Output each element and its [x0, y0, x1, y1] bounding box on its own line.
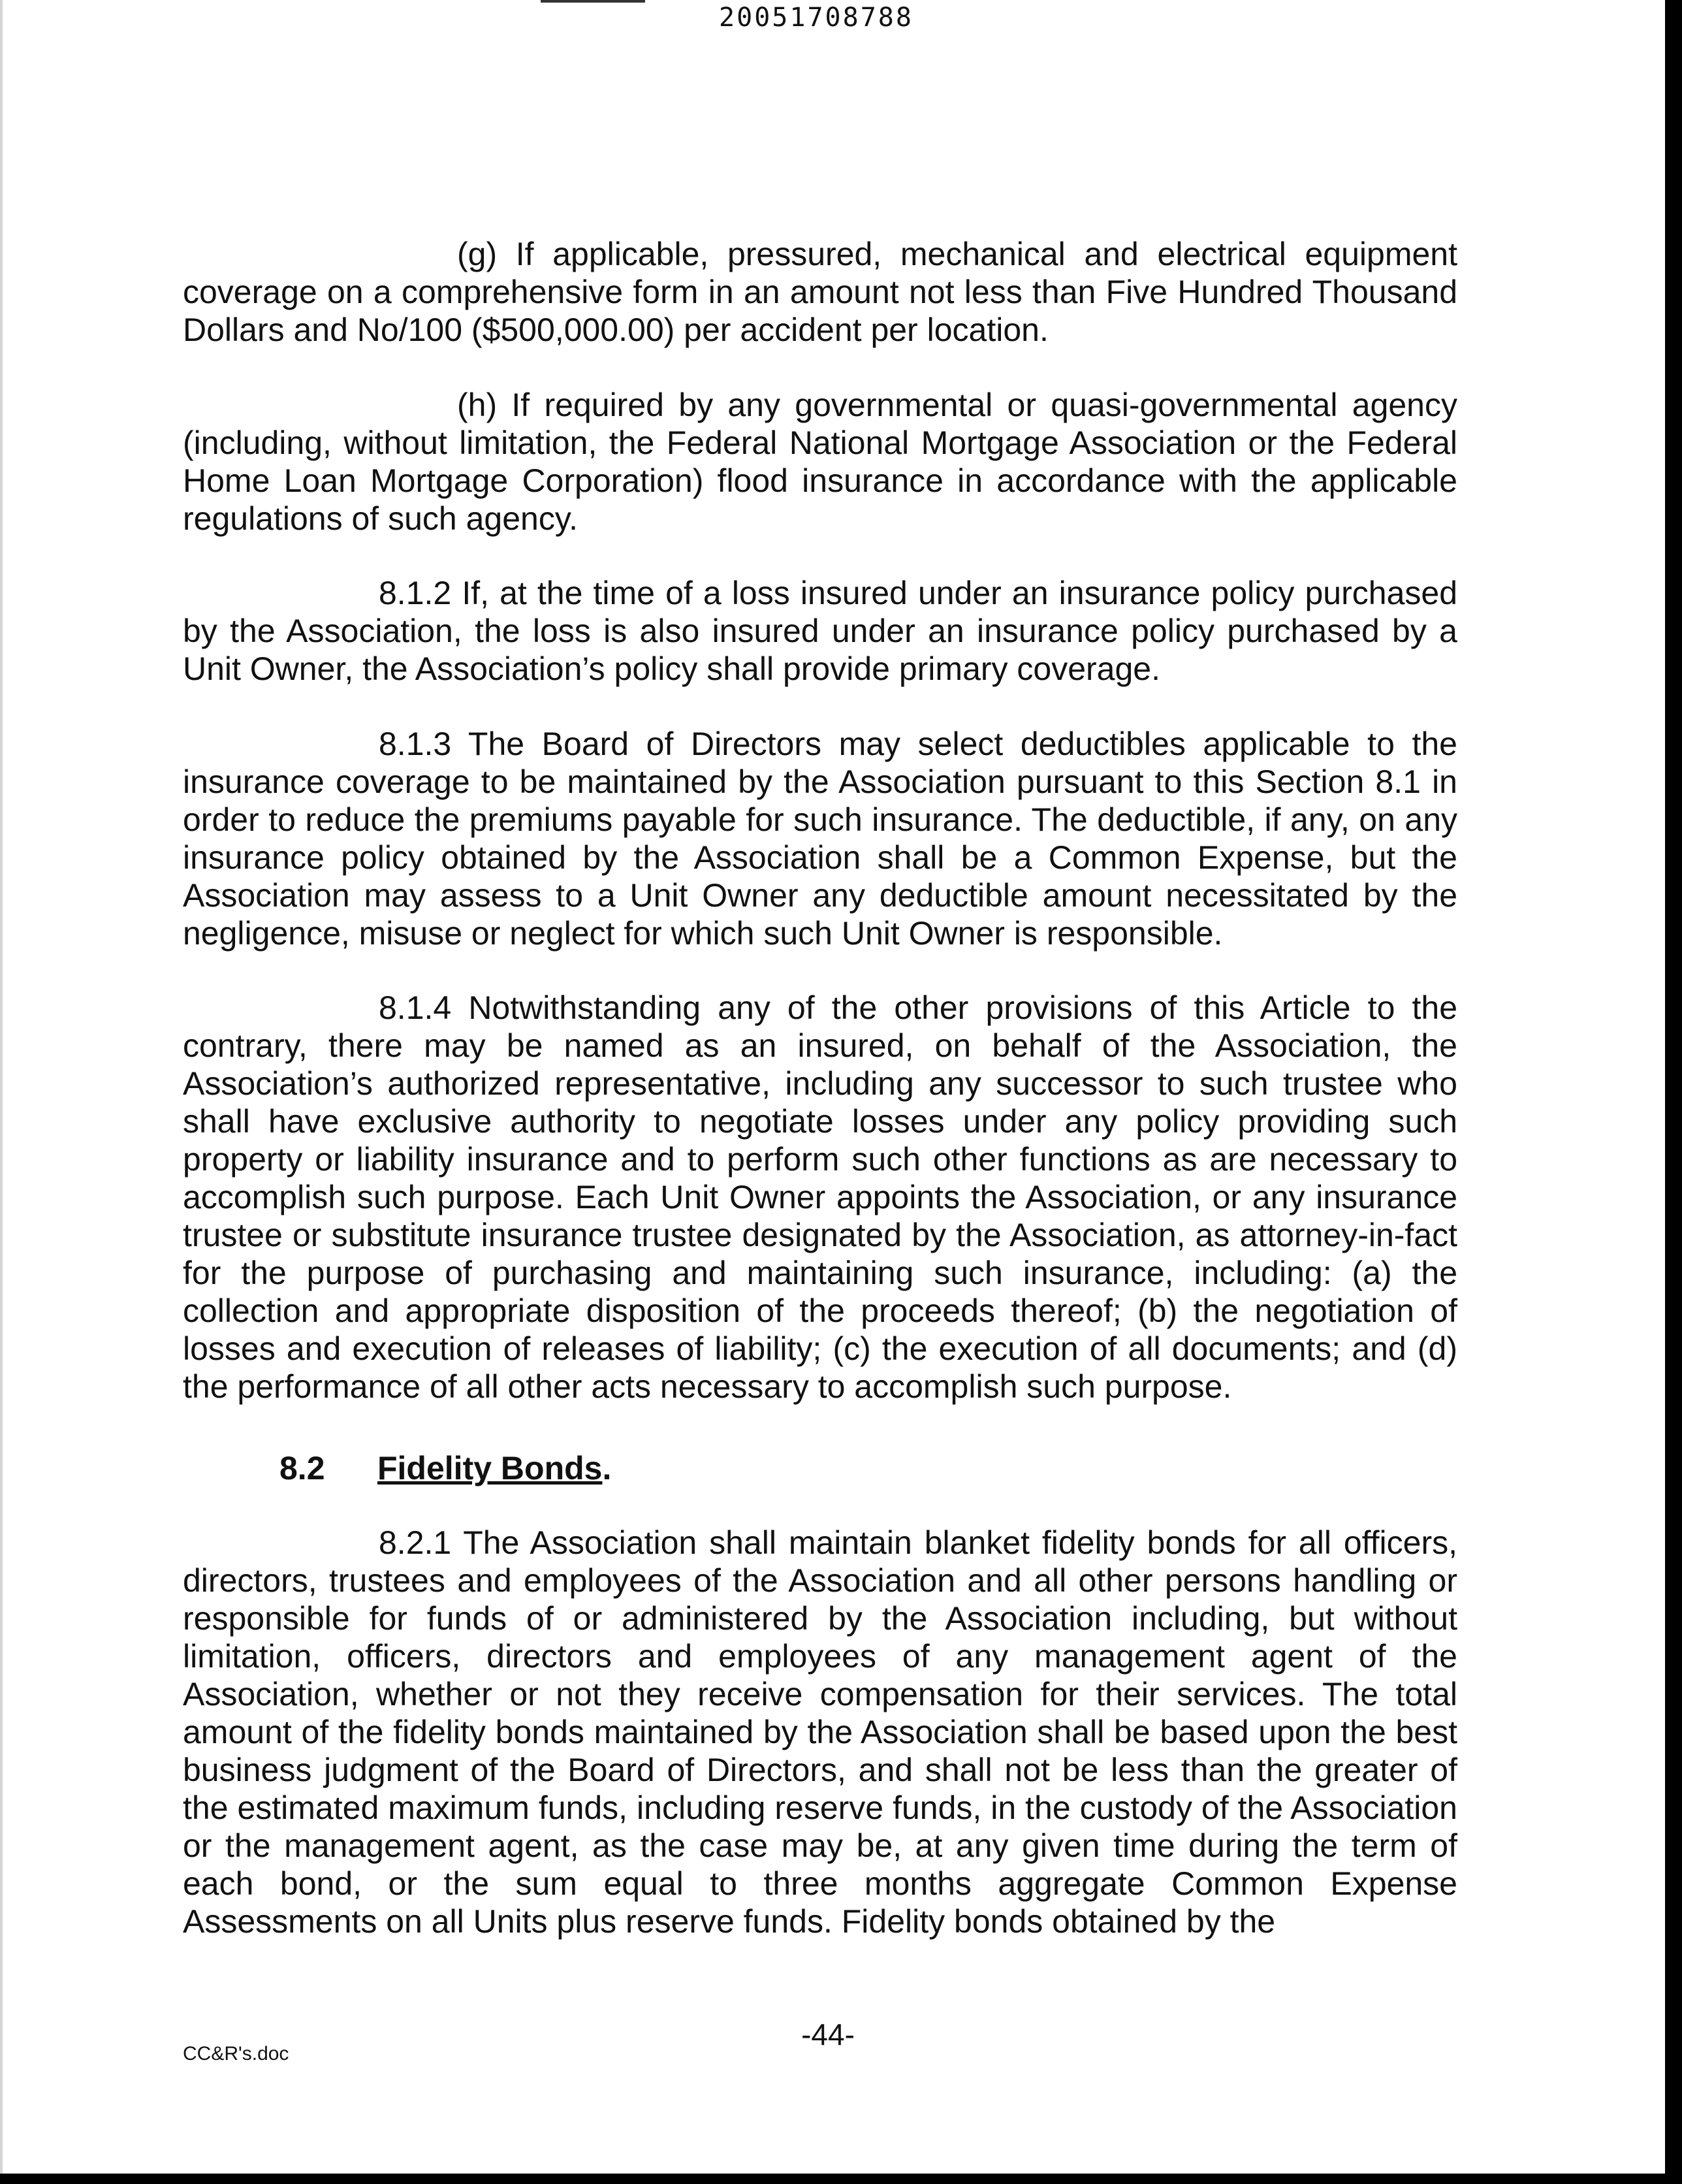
scan-edge-left — [0, 0, 3, 2184]
section-title-period: . — [602, 1450, 612, 1486]
section-title: Fidelity Bonds — [377, 1450, 603, 1486]
paragraph-8-2-1: 8.2.1 The Association shall maintain blanket fidelity bonds for all officers, directors, trustees and employees of the Association and all other persons handling or responsible for funds of or administered by the Association including, but without limitation, officers, directors and employees of any management agent of the Association, whether or not they receive compensation for their services. The total amount of the fidelity bonds maintained by the Association shall be based upon the best business judgment of the Board of Directors, and shall not be less than the greater of the estimated maximum funds, including reserve funds, in the custody of the Association or the management agent, as the case may be, at any given time during the term of each bond, or the sum equal to three months aggregate Common Expense Assessments on all Units plus reserve funds. Fidelity bonds obtained by the — [183, 1524, 1457, 1940]
page-number: -44- — [801, 2017, 855, 2051]
top-rule — [541, 0, 645, 3]
section-number: 8.2 — [279, 1450, 325, 1486]
paragraph-g: (g) If applicable, pressured, mechanical and electrical equipment coverage on a comprehensive form in an amount not less than Five Hundred Thousand Dollars and No/100 ($500,000.00) per accident per location. — [183, 236, 1457, 348]
paragraph-8-1-3: 8.1.3 The Board of Directors may select deductibles applicable to the insurance coverage to be maintained by the Association pursuant to this Section 8.1 in order to reduce the premiums payable for such insurance. The deductible, if any, on any insurance policy obtained by the Association shall be a Common Expense, but the Association may assess to a Unit Owner any deductible amount necessitated by the negligence, misuse or neglect for which such Unit Owner is responsible. — [183, 726, 1457, 952]
paragraph-8-1-2: 8.1.2 If, at the time of a loss insured under an insurance policy purchased by the Association, the loss is also insured under an insurance policy purchased by a Unit Owner, the Association’s policy shall provide primary coverage. — [183, 575, 1457, 687]
paragraph-h: (h) If required by any governmental or quasi-governmental agency (including, without limitation, the Federal National Mortgage Association or the Federal Home Loan Mortgage Corporation) flood insurance in accordance with the applicable regulations of such agency. — [183, 387, 1457, 537]
section-heading-8-2 — [279, 1449, 611, 1487]
scan-edge-bottom — [0, 2174, 1682, 2184]
document-number: 20051708788 — [719, 3, 913, 33]
paragraph-8-1-4: 8.1.4 Notwithstanding any of the other provisions of this Article to the contrary, there may be named as an insured, on behalf of the Association, the Association’s authorized representative, including any successor to such trustee who shall have exclusive authority to negotiate losses under any policy providing such property or liability insurance and to perform such other functions as are necessary to accomplish such purpose. Each Unit Owner appoints the Association, or any insurance trustee or substitute insurance trustee designated by the Association, as attorney-in-fact for the purpose of purchasing and maintaining such insurance, including: (a) the collection and appropriate disposition of the proceeds thereof; (b) the negotiation of losses and execution of releases of liability; (c) the execution of all documents; and (d) the performance of all other acts necessary to accomplish such purpose. — [183, 989, 1457, 1405]
scan-edge-right — [1665, 0, 1682, 2184]
footer-filename: CC&R's.doc — [183, 2043, 289, 2064]
